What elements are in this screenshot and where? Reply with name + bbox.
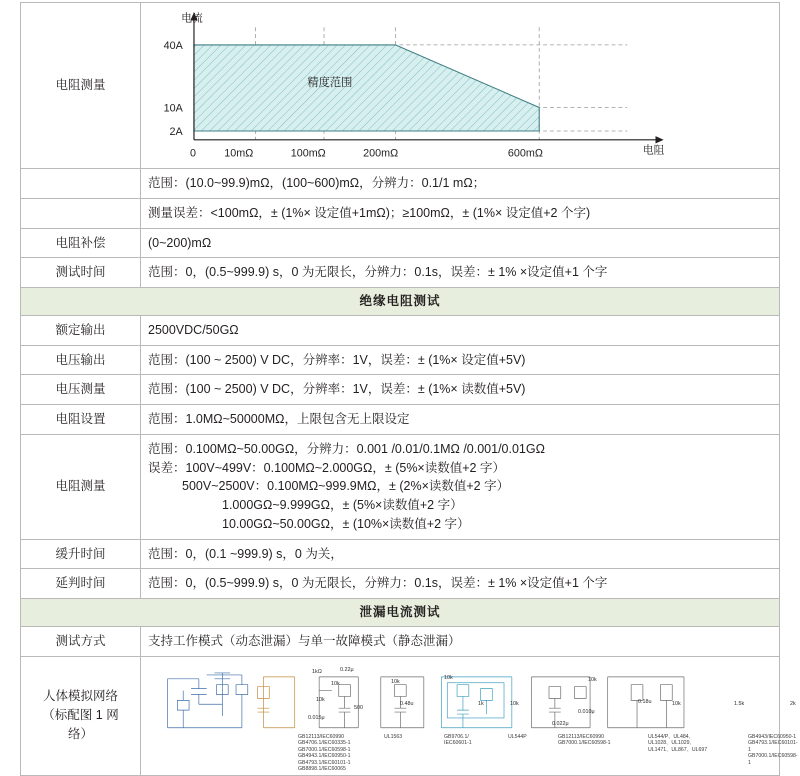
test-time-value: 范围：0，(0.5~999.9) s，0 为无限长，分辨力：0.1s，误差：± 1% ×设定值+1 个字 <box>141 258 780 288</box>
network-label-3: 10k <box>316 696 325 703</box>
row-label-resistance-compensation: 电阻补偿 <box>21 228 141 258</box>
row-label-test-time: 测试时间 <box>21 258 141 288</box>
network-label-4: 500 <box>354 704 363 711</box>
row-label-test-method: 测试方式 <box>21 626 141 656</box>
network-label-9: 1k <box>478 700 484 707</box>
chart-y-axis-title: 电流 <box>181 12 203 25</box>
chart-y-tick-1: 10A <box>163 102 183 115</box>
row-label-voltage-output: 电压输出 <box>21 345 141 375</box>
network-label-8: 10k <box>444 674 453 681</box>
accuracy-range-chart <box>148 8 772 163</box>
network-caption-1: UL1563 <box>384 733 403 740</box>
network-label-10: 10k <box>510 700 519 707</box>
table-row <box>21 656 780 775</box>
specification-table <box>20 2 798 776</box>
row-label-ramp-time: 缓升时间 <box>21 539 141 569</box>
voltage-output-value: 范围：(100 ~ 2500) V DC，分辨率：1V，误差：± (1%× 设定值+5V) <box>141 345 780 375</box>
section-header-insulation-label: 绝缘电阻测试 <box>21 288 780 316</box>
table-row <box>21 198 780 228</box>
network-label-15: 10k <box>672 700 681 707</box>
ir-line-3: 500V~2500V：0.100MΩ~999.9MΩ，± (2%×读数值+2 字） <box>182 479 510 494</box>
chart-svg <box>148 8 772 163</box>
resistance-setting-value: 范围：1.0MΩ~50000MΩ，上限包含无上限设定 <box>141 405 780 435</box>
table-row <box>21 626 780 656</box>
network-caption-4: GB12113/IEC60990 GB7000.1/IEC60598-1 <box>558 733 611 746</box>
ir-line-2: 误差：100V~499V：0.100MΩ~2.000GΩ，± (5%×读数值+2 字） <box>148 460 505 475</box>
section-header-leakage-label: 泄漏电流测试 <box>21 599 780 627</box>
table-row <box>21 345 780 375</box>
table-row <box>21 228 780 258</box>
ir-line-1: 范围：0.100MΩ~50.00GΩ，分辨力：0.001 /0.01/0.1MΩ /0.001/0.01GΩ <box>148 441 545 456</box>
rated-output-value: 2500VDC/50GΩ <box>141 315 780 345</box>
chart-x-tick-0: 0 <box>190 147 197 160</box>
network-label-17: 2k <box>790 700 796 707</box>
section-header-leakage <box>21 599 780 627</box>
network-caption-0: GB12113/IEC60990 GB4706.1/IEC60335-1 GB7000.1/IEC60598-1 GB4943.1/IEC60950-1 GB4793.1/IEC60101-1 GB8898.1/IEC60065 <box>298 733 351 772</box>
accuracy-range-chart-cell <box>141 3 780 169</box>
hbn-label-line-1: 人体模拟网络 <box>42 689 118 704</box>
human-body-network-diagram-cell <box>141 656 798 775</box>
row-label-voltage-measurement: 电压测量 <box>21 375 141 405</box>
hbn-label-line-3: 络） <box>67 726 93 741</box>
network-caption-6: GB4943/IEC60950-1 GB4793.1/IEC60101-1 GB7000.1/IEC60598-1 <box>748 733 798 766</box>
row-label-spacer-2 <box>21 198 141 228</box>
table-row <box>21 405 780 435</box>
insulation-resistance-measurement-value <box>141 434 780 539</box>
section-header-insulation <box>21 288 780 316</box>
network-label-0: 1kΩ <box>312 668 322 675</box>
voltage-measurement-value: 范围：(100 ~ 2500) V DC，分辨率：1V，误差：± (1%× 读数值+5V) <box>141 375 780 405</box>
chart-x-tick-2: 100mΩ <box>290 147 326 160</box>
table-row <box>21 539 780 569</box>
chart-y-tick-2: 2A <box>169 125 183 138</box>
spec-sheet <box>20 0 798 776</box>
chart-x-tick-1: 10mΩ <box>224 147 254 160</box>
ir-line-4: 1.000GΩ~9.999GΩ，± (5%×读数值+2 字） <box>222 498 463 512</box>
chart-x-tick-3: 200mΩ <box>363 147 399 160</box>
table-row <box>21 3 780 169</box>
table-row <box>21 375 780 405</box>
resistance-compensation-value: (0~200)mΩ <box>141 228 780 258</box>
resistance-range-value: 范围：(10.0~99.9)mΩ，(100~600)mΩ，分辨力：0.1/1 mΩ； <box>141 169 780 199</box>
chart-region-label: 精度范围 <box>307 76 353 89</box>
network-label-7: 0.48u <box>400 700 414 707</box>
row-label-insulation-resistance-measurement: 电阻测量 <box>21 434 141 539</box>
network-caption-2: GB9706.1/ IEC60601-1 <box>444 733 472 746</box>
delay-time-value: 范围：0，(0.5~999.9) s，0 为无限长，分辨力：0.1s，误差：± 1% ×设定值+1 个字 <box>141 569 780 599</box>
table-row <box>21 569 780 599</box>
table-row <box>21 258 780 288</box>
table-row <box>21 434 780 539</box>
network-label-13: 0.010μ <box>578 708 595 715</box>
network-label-1: 0.22μ <box>340 666 354 673</box>
network-label-2: 10k <box>331 680 340 687</box>
table-row <box>21 315 780 345</box>
hbn-label-line-2: （标配图 1 网 <box>42 708 119 723</box>
network-label-16: 1.5k <box>734 700 745 707</box>
row-label-rated-output: 额定输出 <box>21 315 141 345</box>
ir-line-5: 10.00GΩ~50.00GΩ，± (10%×读数值+2 字） <box>222 516 470 531</box>
human-body-network-diagram <box>148 664 798 772</box>
network-label-6: 10k <box>391 678 400 685</box>
network-label-14: 0.18u <box>638 698 652 705</box>
network-caption-3: UL544P <box>508 733 527 740</box>
network-caption-5: UL544/P、UL484、 UL1028、UL1029、 UL1471、UL867、UL697 <box>648 733 708 753</box>
row-label-spacer <box>21 169 141 199</box>
ramp-time-value: 范围：0，(0.1 ~999.9) s，0 为关， <box>141 539 780 569</box>
network-label-11: 0.022μ <box>552 720 569 727</box>
table-row <box>21 169 780 199</box>
chart-y-tick-0: 40A <box>163 39 183 52</box>
row-label-human-body-network <box>21 656 141 775</box>
network-label-5: 0.015μ <box>308 714 325 721</box>
network-label-12: 10k <box>588 676 597 683</box>
row-label-resistance-measurement: 电阻测量 <box>21 3 141 169</box>
test-method-value: 支持工作模式（动态泄漏）与单一故障模式（静态泄漏） <box>141 626 780 656</box>
chart-x-tick-4: 600mΩ <box>507 147 543 160</box>
resistance-error-value: 测量误差：<100mΩ，± (1%× 设定值+1mΩ)；≥100mΩ，± (1%× 设定值+2 个字) <box>141 198 780 228</box>
chart-x-axis-title: 电阻 <box>642 144 665 157</box>
row-label-resistance-setting: 电阻设置 <box>21 405 141 435</box>
row-label-delay-time: 延判时间 <box>21 569 141 599</box>
